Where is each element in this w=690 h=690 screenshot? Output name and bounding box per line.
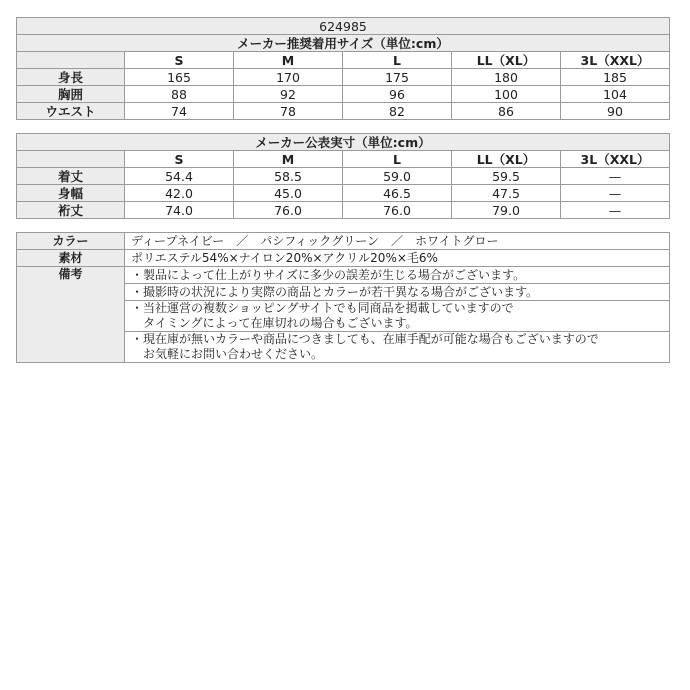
- notes-label: 備考: [17, 267, 125, 363]
- table-row: [17, 202, 670, 219]
- recommended-title: メーカー推奨着用サイズ（単位:cm）: [17, 35, 670, 52]
- cell: 54.4: [125, 168, 234, 185]
- cell: 59.5: [452, 168, 561, 185]
- cell: 79.0: [452, 202, 561, 219]
- measured-title: メーカー公表実寸（単位:cm）: [17, 134, 670, 151]
- material-value: ポリエステル54%×ナイロン20%×アクリル20%×毛6%: [125, 250, 670, 267]
- size-header: 3L（XXL）: [561, 151, 670, 168]
- size-header: S: [125, 52, 234, 69]
- cell: 74.0: [125, 202, 234, 219]
- cell: 90: [561, 103, 670, 120]
- cell: 170: [234, 69, 343, 86]
- cell: 59.0: [343, 168, 452, 185]
- color-value: ディープネイビー ／ パシフィックグリーン ／ ホワイトグロー: [125, 233, 670, 250]
- size-header: LL（XL）: [452, 151, 561, 168]
- table-row: [17, 168, 670, 185]
- note-item: [125, 332, 670, 363]
- cell: 47.5: [452, 185, 561, 202]
- cell: 45.0: [234, 185, 343, 202]
- corner-cell: [17, 151, 125, 168]
- cell: —: [561, 168, 670, 185]
- size-header: 3L（XXL）: [561, 52, 670, 69]
- cell: 46.5: [343, 185, 452, 202]
- size-header: S: [125, 151, 234, 168]
- cell: —: [561, 185, 670, 202]
- cell: 100: [452, 86, 561, 103]
- cell: 86: [452, 103, 561, 120]
- row-label: ウエスト: [17, 103, 125, 120]
- cell: 78: [234, 103, 343, 120]
- color-label: カラー: [17, 233, 125, 250]
- row-label: 着丈: [17, 168, 125, 185]
- table-row: [17, 185, 670, 202]
- row-label: 身幅: [17, 185, 125, 202]
- note-line: タイミングによって在庫切れの場合もございます。: [131, 316, 418, 330]
- note-item: [125, 301, 670, 332]
- note-item: ・撮影時の状況により実際の商品とカラーが若干異なる場合がございます。: [125, 284, 670, 301]
- note-line: ・現在庫が無いカラーや商品につきましても、在庫手配が可能な場合もございますので: [131, 332, 599, 346]
- cell: 92: [234, 86, 343, 103]
- cell: 74: [125, 103, 234, 120]
- note-line: ・当社運営の複数ショッピングサイトでも同商品を掲載していますので: [131, 301, 514, 315]
- cell: 76.0: [343, 202, 452, 219]
- size-header: L: [343, 52, 452, 69]
- cell: 104: [561, 86, 670, 103]
- cell: 58.5: [234, 168, 343, 185]
- corner-cell: [17, 52, 125, 69]
- size-header: M: [234, 52, 343, 69]
- product-code: 624985: [17, 18, 670, 35]
- cell: 88: [125, 86, 234, 103]
- cell: 165: [125, 69, 234, 86]
- cell: 180: [452, 69, 561, 86]
- row-label: 身長: [17, 69, 125, 86]
- size-header: L: [343, 151, 452, 168]
- row-label: 裄丈: [17, 202, 125, 219]
- row-label: 胸囲: [17, 86, 125, 103]
- recommended-size-table: [16, 17, 670, 120]
- note-line: お気軽にお問い合わせください。: [131, 347, 324, 361]
- material-label: 素材: [17, 250, 125, 267]
- cell: 175: [343, 69, 452, 86]
- table-row: [17, 69, 670, 86]
- size-header: LL（XL）: [452, 52, 561, 69]
- measured-size-table: [16, 133, 670, 219]
- table-row: [17, 103, 670, 120]
- cell: 185: [561, 69, 670, 86]
- cell: 82: [343, 103, 452, 120]
- note-item: ・製品によって仕上がりサイズに多少の誤差が生じる場合がございます。: [125, 267, 670, 284]
- cell: 76.0: [234, 202, 343, 219]
- cell: 42.0: [125, 185, 234, 202]
- table-row: [17, 86, 670, 103]
- product-info-table: [16, 232, 670, 363]
- cell: 96: [343, 86, 452, 103]
- size-header: M: [234, 151, 343, 168]
- cell: —: [561, 202, 670, 219]
